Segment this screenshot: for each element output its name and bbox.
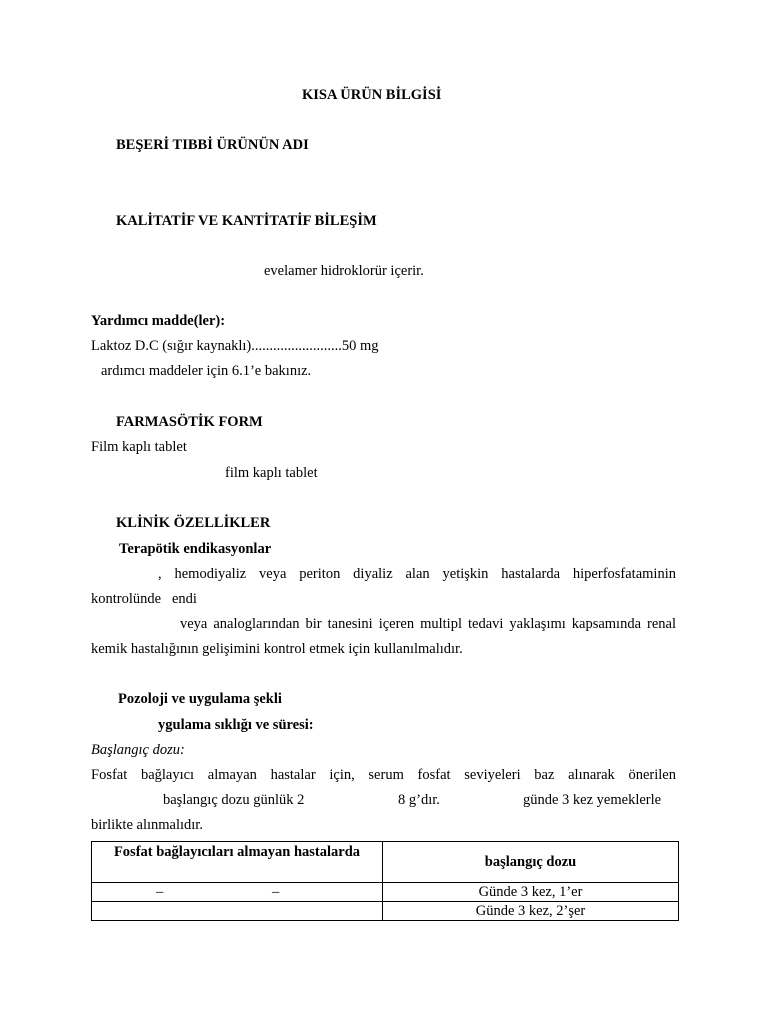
table-cell-dose: Günde 3 kez, 1’er	[383, 883, 679, 902]
form-line-1: Film kaplı tablet	[91, 439, 187, 455]
section-heading-clinical: KLİNİK ÖZELLİKLER	[116, 515, 271, 531]
posology-heading: Pozoloji ve uygulama şekli	[118, 691, 282, 707]
indications-text-1: , hemodiyaliz veya periton diyaliz alan yetişkin hastalarda hiperfosfataminin	[158, 566, 676, 582]
dose-line-2c: günde 3 kez yemeklerle	[523, 792, 662, 808]
section-heading-product-name: BEŞERİ TIBBİ ÜRÜNÜN ADI	[116, 137, 309, 153]
excipients-heading: Yardımcı madde(ler):	[91, 313, 226, 329]
indications-line-4: kemik hastalığının gelişimini kontrol etmek için kullanılmalıdır.	[91, 641, 463, 657]
table-row	[92, 902, 679, 921]
range-dash-1: –	[156, 884, 164, 900]
document-title: KISA ÜRÜN BİLGİSİ	[302, 87, 442, 103]
dose-line-1	[91, 766, 676, 784]
excipient-note: ardımcı maddeler için 6.1’e bakınız.	[101, 363, 312, 379]
table-cell-dose: Günde 3 kez, 2’şer	[383, 902, 679, 921]
dose-line-2b: 8 g’dır.	[398, 792, 440, 808]
table-cell-range	[92, 902, 383, 921]
table-cell-range	[92, 883, 383, 902]
active-substance-line: evelamer hidroklorür içerir.	[264, 263, 424, 279]
table-header-right: başlangıç dozu	[383, 842, 679, 883]
section-heading-composition: KALİTATİF VE KANTİTATİF BİLEŞİM	[116, 213, 377, 229]
section-heading-pharmaceutical-form: FARMASÖTİK FORM	[116, 414, 263, 430]
dose-line-2a: başlangıç dozu günlük 2	[163, 792, 305, 808]
indications-line-2: kontrolünde endi	[91, 591, 197, 607]
table-header-left: Fosfat bağlayıcıları almayan hastalarda	[92, 842, 383, 883]
indications-heading: Terapötik endikasyonlar	[119, 541, 272, 557]
indications-text-3: veya analoglarından bir tanesini içeren multipl tedavi yaklaşımı kapsamında renal	[180, 616, 676, 632]
table-row	[92, 883, 679, 902]
indications-line-3	[180, 615, 676, 633]
form-line-2: film kaplı tablet	[225, 465, 318, 481]
dose-text-1: Fosfat bağlayıcı almayan hastalar için, serum fosfat seviyeleri baz alınarak önerilen	[91, 767, 676, 783]
range-dash-2: –	[272, 884, 280, 900]
dose-table	[91, 841, 679, 921]
indications-line-1	[158, 565, 676, 583]
table-header-row	[92, 842, 679, 883]
posology-subheading: ygulama sıklığı ve süresi:	[158, 717, 314, 733]
dose-line-3: birlikte alınmalıdır.	[91, 817, 203, 833]
start-dose-label: Başlangıç dozu:	[91, 742, 185, 758]
excipient-line: Laktoz D.C (sığır kaynaklı).........................50 mg	[91, 338, 379, 354]
